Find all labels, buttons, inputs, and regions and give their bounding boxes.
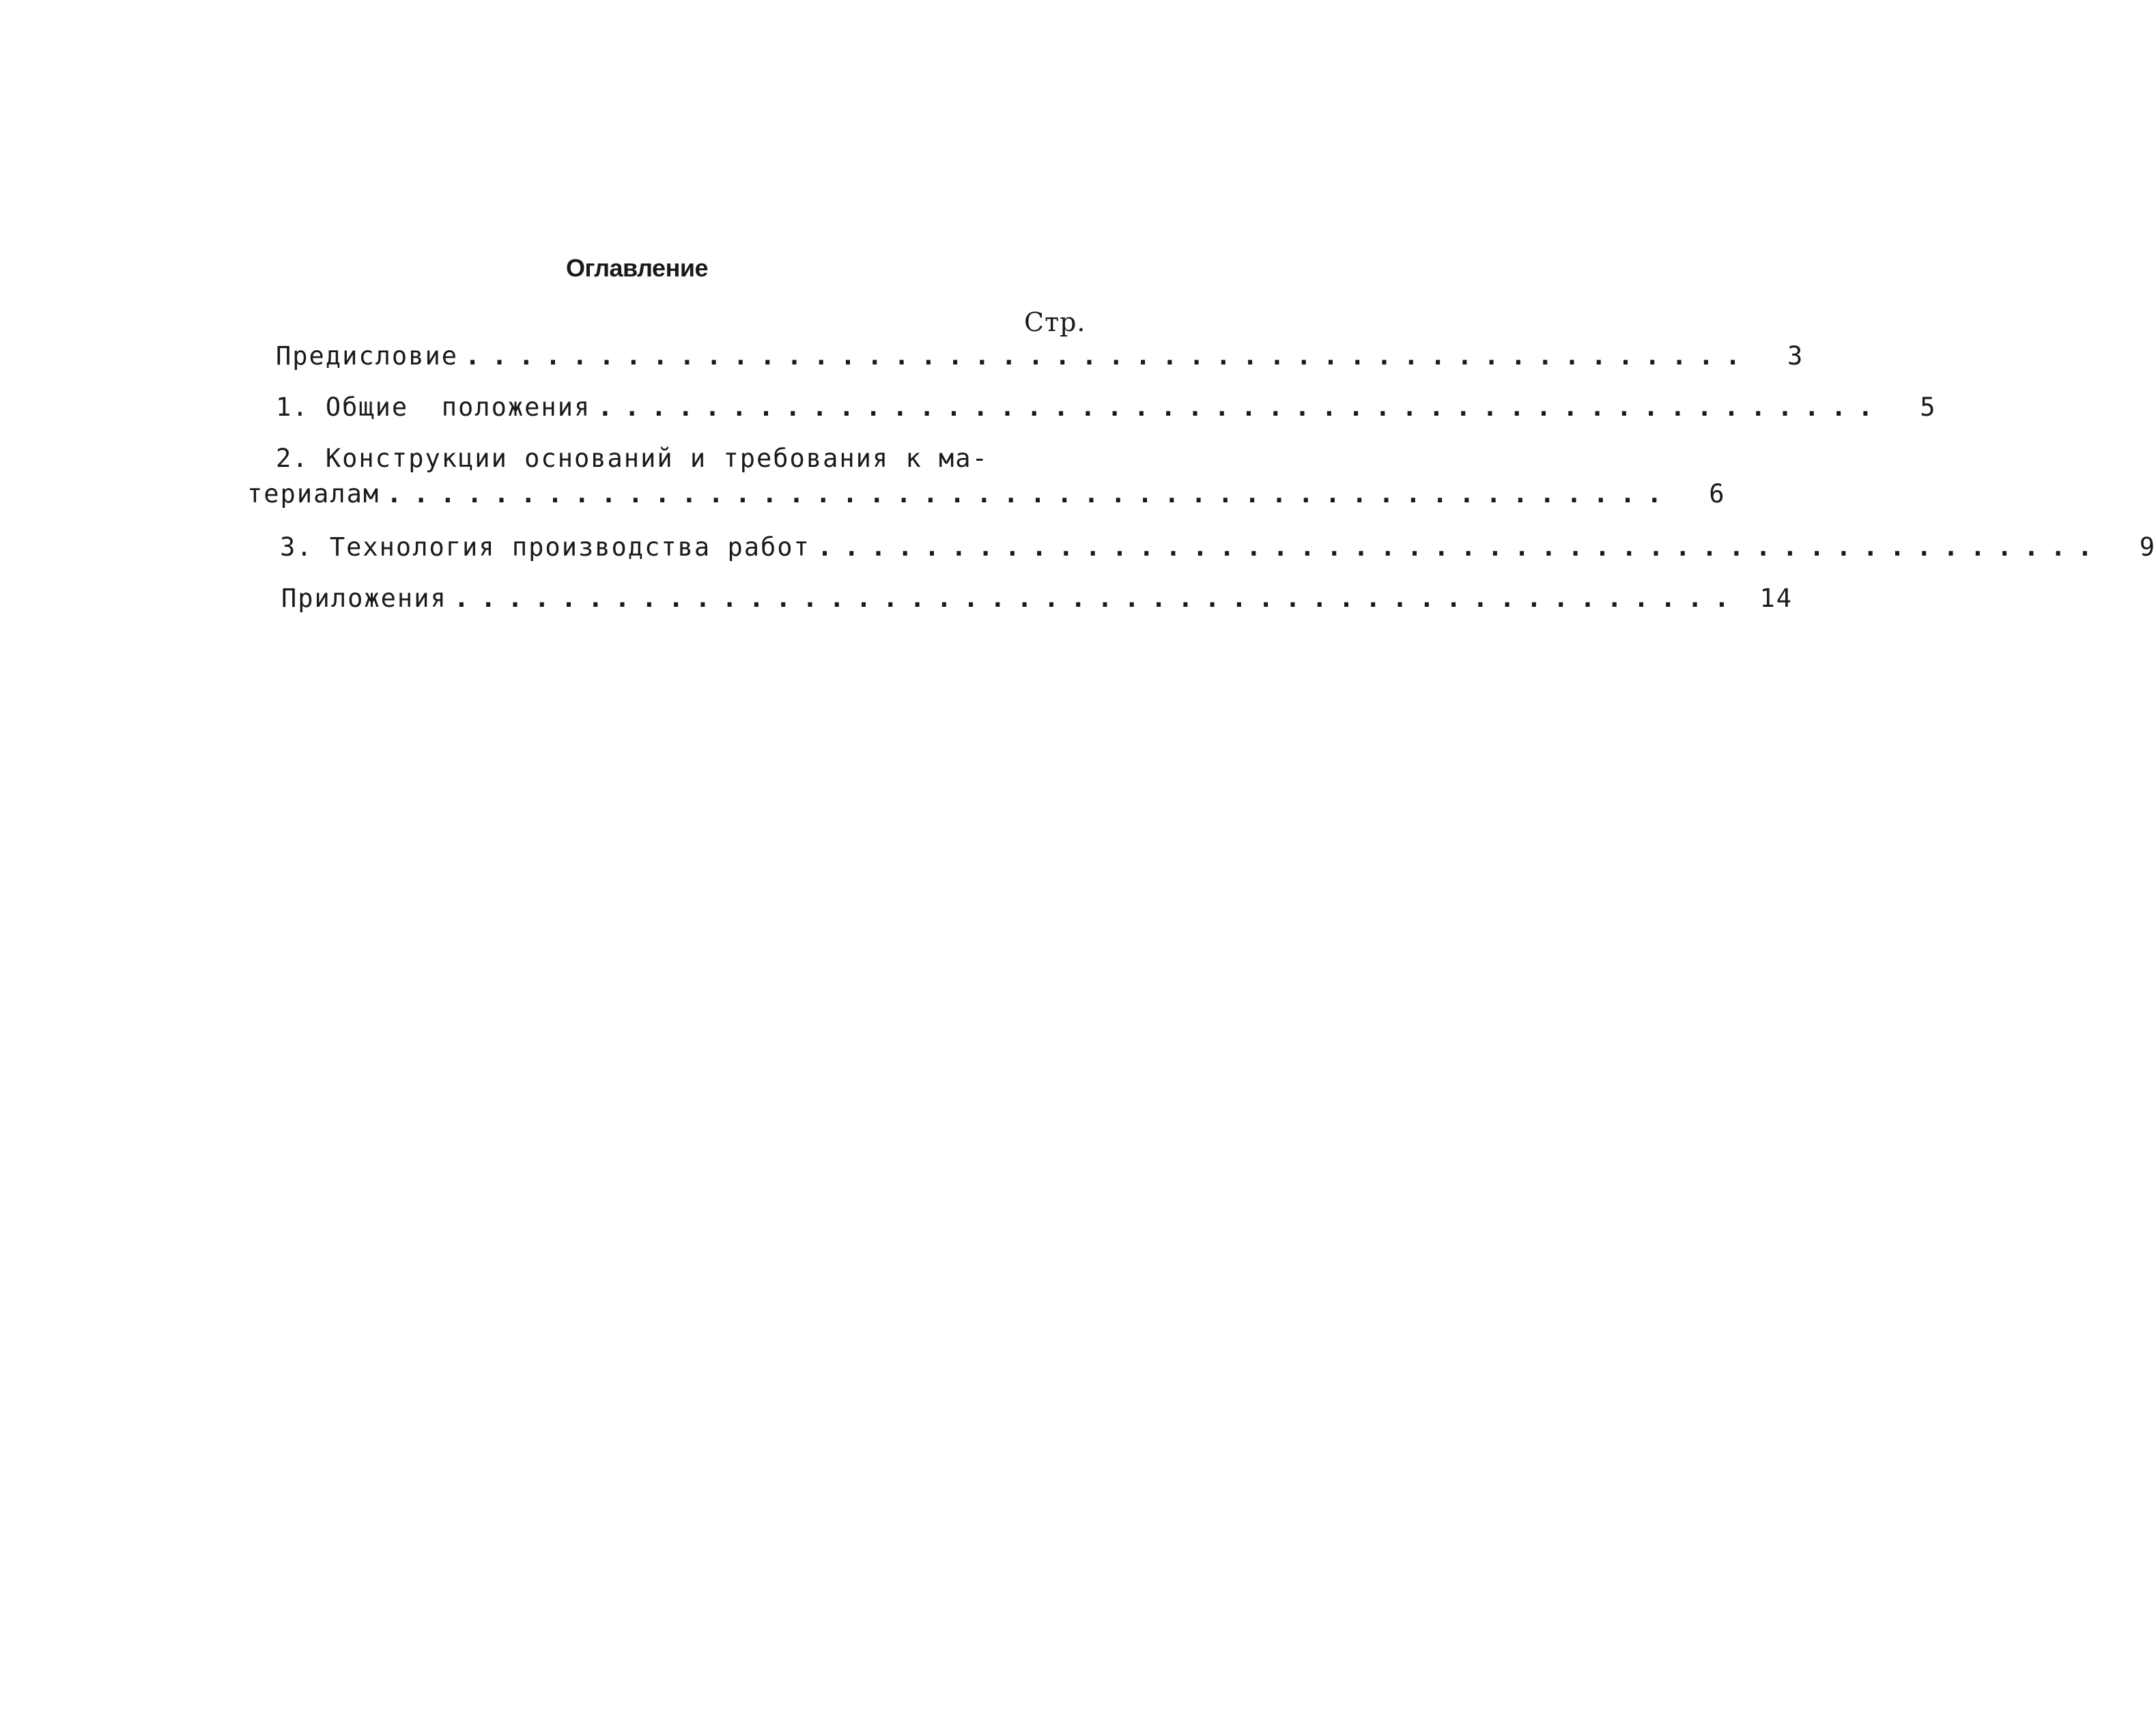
dot-leader: ................................................ xyxy=(597,392,1885,422)
toc-entry-page: 9 xyxy=(2139,532,2156,562)
toc-entry-label: 3. Технология производства работ xyxy=(280,532,810,562)
dot-leader: ................................................ xyxy=(465,341,1753,371)
toc-entry-page: 5 xyxy=(1920,392,1937,422)
toc-entry-label: 2. Конструкции оснований и требования к ма- xyxy=(276,444,989,473)
toc-entry xyxy=(276,339,1804,374)
toc-entry-label-continued: териалам xyxy=(247,479,380,509)
toc-entry-label: 1. Общие положения xyxy=(276,392,591,422)
toc-entry xyxy=(247,441,1726,512)
dot-leader: ................................................ xyxy=(386,479,1674,509)
toc-entry xyxy=(280,530,2156,565)
toc-entry xyxy=(281,581,1793,616)
toc-title: Оглавление xyxy=(566,254,708,282)
toc-entry-page: 3 xyxy=(1787,341,1804,371)
toc-entry-label: Приложения xyxy=(281,584,447,613)
dot-leader: ................................................ xyxy=(817,532,2105,562)
dot-leader: ................................................ xyxy=(453,584,1742,613)
page-column-header: Стр. xyxy=(1024,307,1086,337)
toc-entry xyxy=(276,390,1937,425)
toc-entry-page: 6 xyxy=(1709,479,1726,509)
toc-entry-page: 14 xyxy=(1759,584,1793,613)
toc-entry-label: Предисловие xyxy=(276,341,459,371)
